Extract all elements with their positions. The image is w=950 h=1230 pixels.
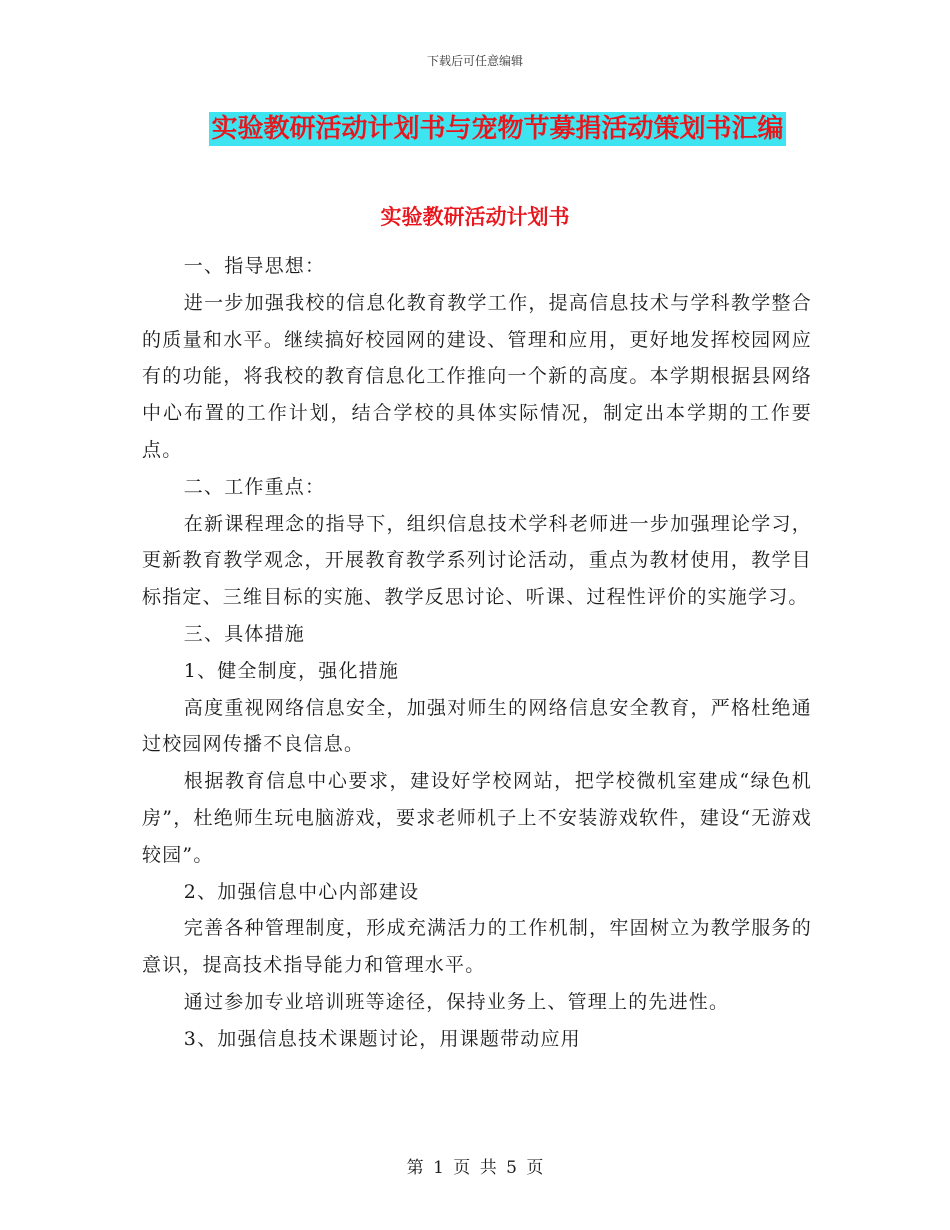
paragraph-heading-1: 一、指导思想： <box>183 255 326 277</box>
page-footer: 第 1 页 共 5 页 <box>406 1158 544 1178</box>
paragraph: 进一步加强我校的信息化教育教学工作，提高信息技术与学科教学整合的质量和水平。继续搞好校园网的建设、管理和应用，更好地发挥校园网应有的功能，将我校的教育信息化工作推向一个新的高度。本学期根据县网络中心布置的工作计划，结合学校的具体实际情况，制定出本学期的工作要点。 <box>142 291 812 461</box>
paragraph-subheading-2: 2、加强信息中心内部建设 <box>183 880 420 903</box>
document-body <box>142 248 812 1058</box>
section-title: 实验教研活动计划书 <box>380 204 570 229</box>
doc-title-container <box>0 112 950 146</box>
paragraph-heading-3: 三、具体措施 <box>183 622 305 645</box>
paragraph: 高度重视网络信息安全，加强对师生的网络信息安全教育，严格杜绝通过校园网传播不良信息。 <box>142 696 812 756</box>
header-note: 下载后可任意编辑 <box>426 54 523 68</box>
paragraph-subheading-3: 3、加强信息技术课题讨论，用课题带动应用 <box>183 1027 581 1050</box>
doc-title: 实验教研活动计划书与宠物节募捐活动策划书汇编 <box>211 114 784 144</box>
paragraph: 根据教育信息中心要求，建设好学校网站，把学校微机室建成“绿色机房”，杜绝师生玩电脑游戏，要求老师机子上不安装游戏软件，建设“无游戏较园”。 <box>142 770 812 866</box>
paragraph: 通过参加专业培训班等途径，保持业务上、管理上的先进性。 <box>183 990 730 1013</box>
paragraph: 完善各种管理制度，形成充满活力的工作机制，牢固树立为教学服务的意识，提高技术指导能力和管理水平。 <box>142 917 812 977</box>
paragraph-subheading-1: 1、健全制度，强化措施 <box>183 659 400 682</box>
paragraph-heading-2: 二、工作重点： <box>183 475 326 498</box>
paragraph: 在新课程理念的指导下，组织信息技术学科老师进一步加强理论学习，更新教育教学观念，开展教育教学系列讨论活动，重点为教材使用，教学目标指定、三维目标的实施、教学反思讨论、听课、过程性评价的实施学习。 <box>142 512 812 609</box>
